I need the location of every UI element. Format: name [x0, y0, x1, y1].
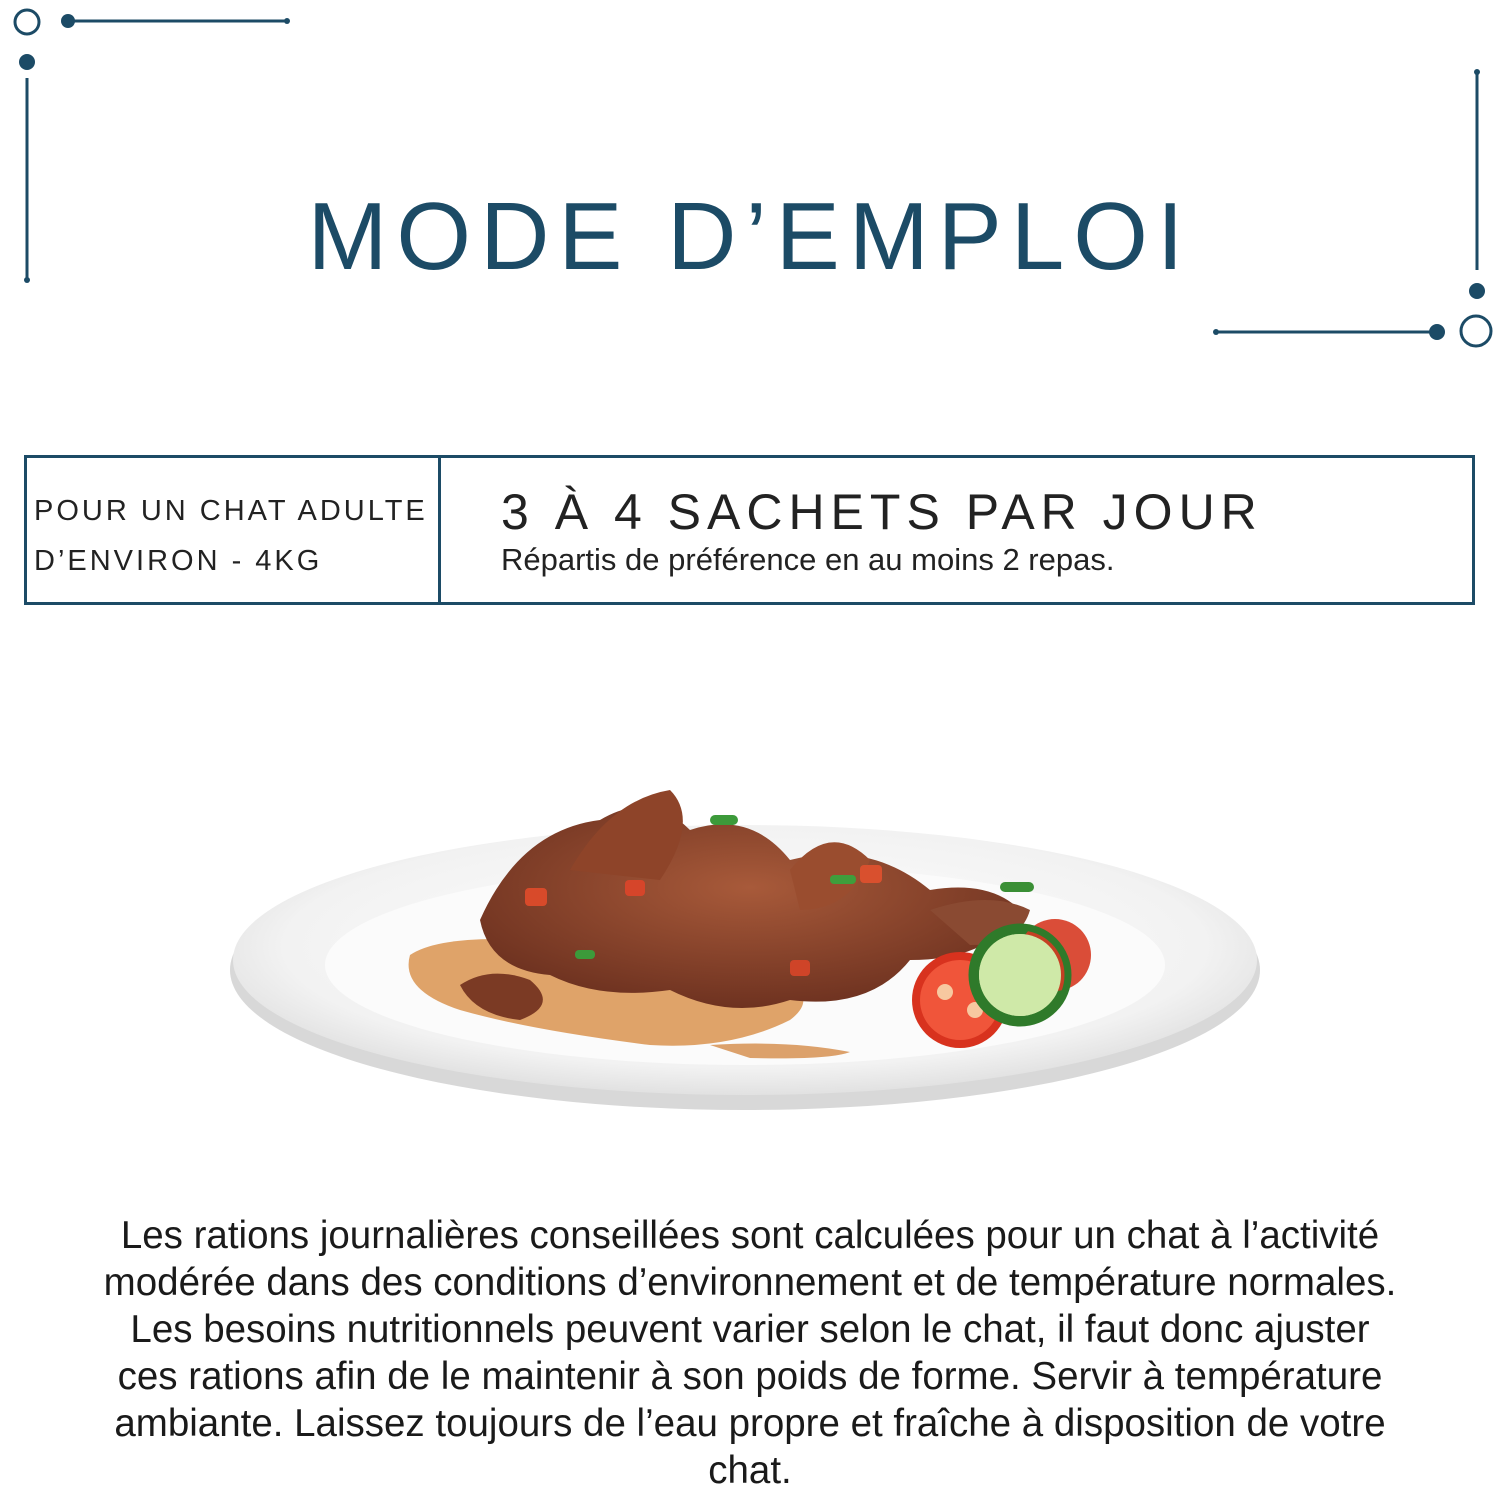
instruction-line: Les rations journalières conseillées sont calculées pour un chat à l’activité: [120, 1214, 1380, 1257]
decorative-corner-frame: [0, 0, 1500, 360]
instruction-line: chat.: [708, 1449, 792, 1492]
page-title: MODE D’EMPLOI: [307, 183, 1193, 291]
instruction-line: modérée dans des conditions d’environnement et de température normales.: [103, 1261, 1397, 1304]
feeding-target: [27, 458, 441, 602]
instruction-line: Les besoins nutritionnels peuvent varier selon le chat, il faut donc ajuster: [130, 1308, 1370, 1351]
feeding-target-line-1: POUR UN CHAT ADULTE: [34, 495, 428, 527]
dose-amount: 3 À 4 SACHETS PAR JOUR: [501, 484, 1263, 540]
dose-note: Répartis de préférence en au moins 2 repas.: [501, 542, 1115, 577]
food-plate-image: [230, 760, 1270, 1120]
feeding-dose: [441, 458, 1263, 602]
feeding-target-line-2: D’ENVIRON - 4KG: [34, 545, 323, 577]
feeding-info-box: [24, 455, 1475, 605]
instruction-line: ambiante. Laissez toujours de l’eau propre et fraîche à disposition de votre: [114, 1402, 1386, 1445]
feeding-instructions-text: [0, 1212, 1500, 1494]
plate-illustration: [230, 760, 1270, 1120]
instruction-line: ces rations afin de le maintenir à son poids de forme. Servir à température: [117, 1355, 1383, 1398]
